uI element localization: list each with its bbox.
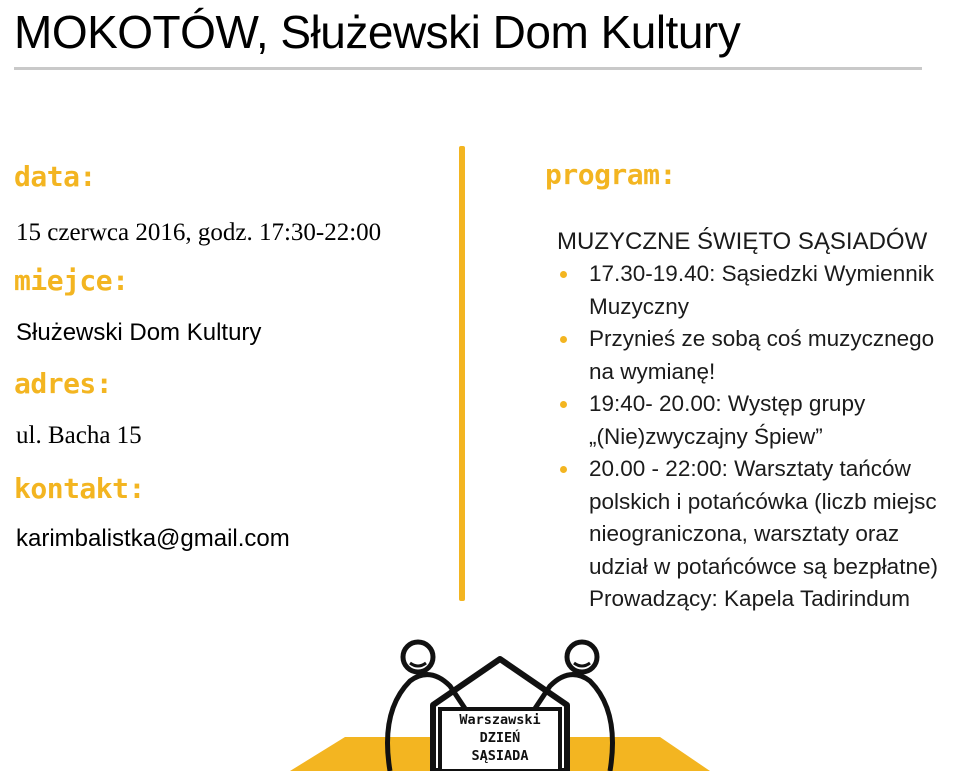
address-label: adres: bbox=[14, 367, 113, 400]
program-item: 17.30-19.40: Sąsiedzki Wymiennik Muzyczny bbox=[557, 258, 957, 323]
program-label: program: bbox=[545, 158, 676, 191]
program-item: 20.00 - 22:00: Warsztaty tańców polskich i potańcówka (liczb miejsc nieograniczona, warsztaty oraz udział w potańcówce są bezpłatne) bbox=[557, 453, 957, 583]
program-list bbox=[557, 258, 957, 616]
place-value: Służewski Dom Kultury bbox=[16, 319, 262, 346]
logo-line-1: Warszawski bbox=[459, 712, 541, 728]
logo-line-2: DZIEŃ bbox=[479, 730, 521, 746]
warszawski-dzien-sasiada-logo bbox=[290, 625, 710, 771]
place-label: miejce: bbox=[14, 264, 129, 297]
column-divider bbox=[459, 146, 465, 601]
date-value: 15 czerwca 2016, godz. 17:30-22:00 bbox=[16, 219, 382, 246]
contact-label: kontakt: bbox=[14, 472, 145, 505]
program-footer: Prowadzący: Kapela Tadirindum bbox=[589, 586, 911, 611]
date-label: data: bbox=[14, 160, 96, 193]
contact-email[interactable]: karimbalistka@gmail.com bbox=[16, 525, 290, 552]
program-title: MUZYCZNE ŚWIĘTO SĄSIADÓW bbox=[557, 228, 928, 255]
program-item: Przynieś ze sobą coś muzycznego na wymianę! bbox=[557, 323, 957, 388]
page-title: MOKOTÓW, Służewski Dom Kultury bbox=[14, 6, 741, 58]
title-divider bbox=[14, 67, 922, 70]
logo-line-3: SĄSIADA bbox=[471, 748, 529, 764]
program-item: 19:40- 20.00: Występ grupy „(Nie)zwyczajny Śpiew” bbox=[557, 388, 957, 453]
address-value: ul. Bacha 15 bbox=[16, 422, 142, 449]
